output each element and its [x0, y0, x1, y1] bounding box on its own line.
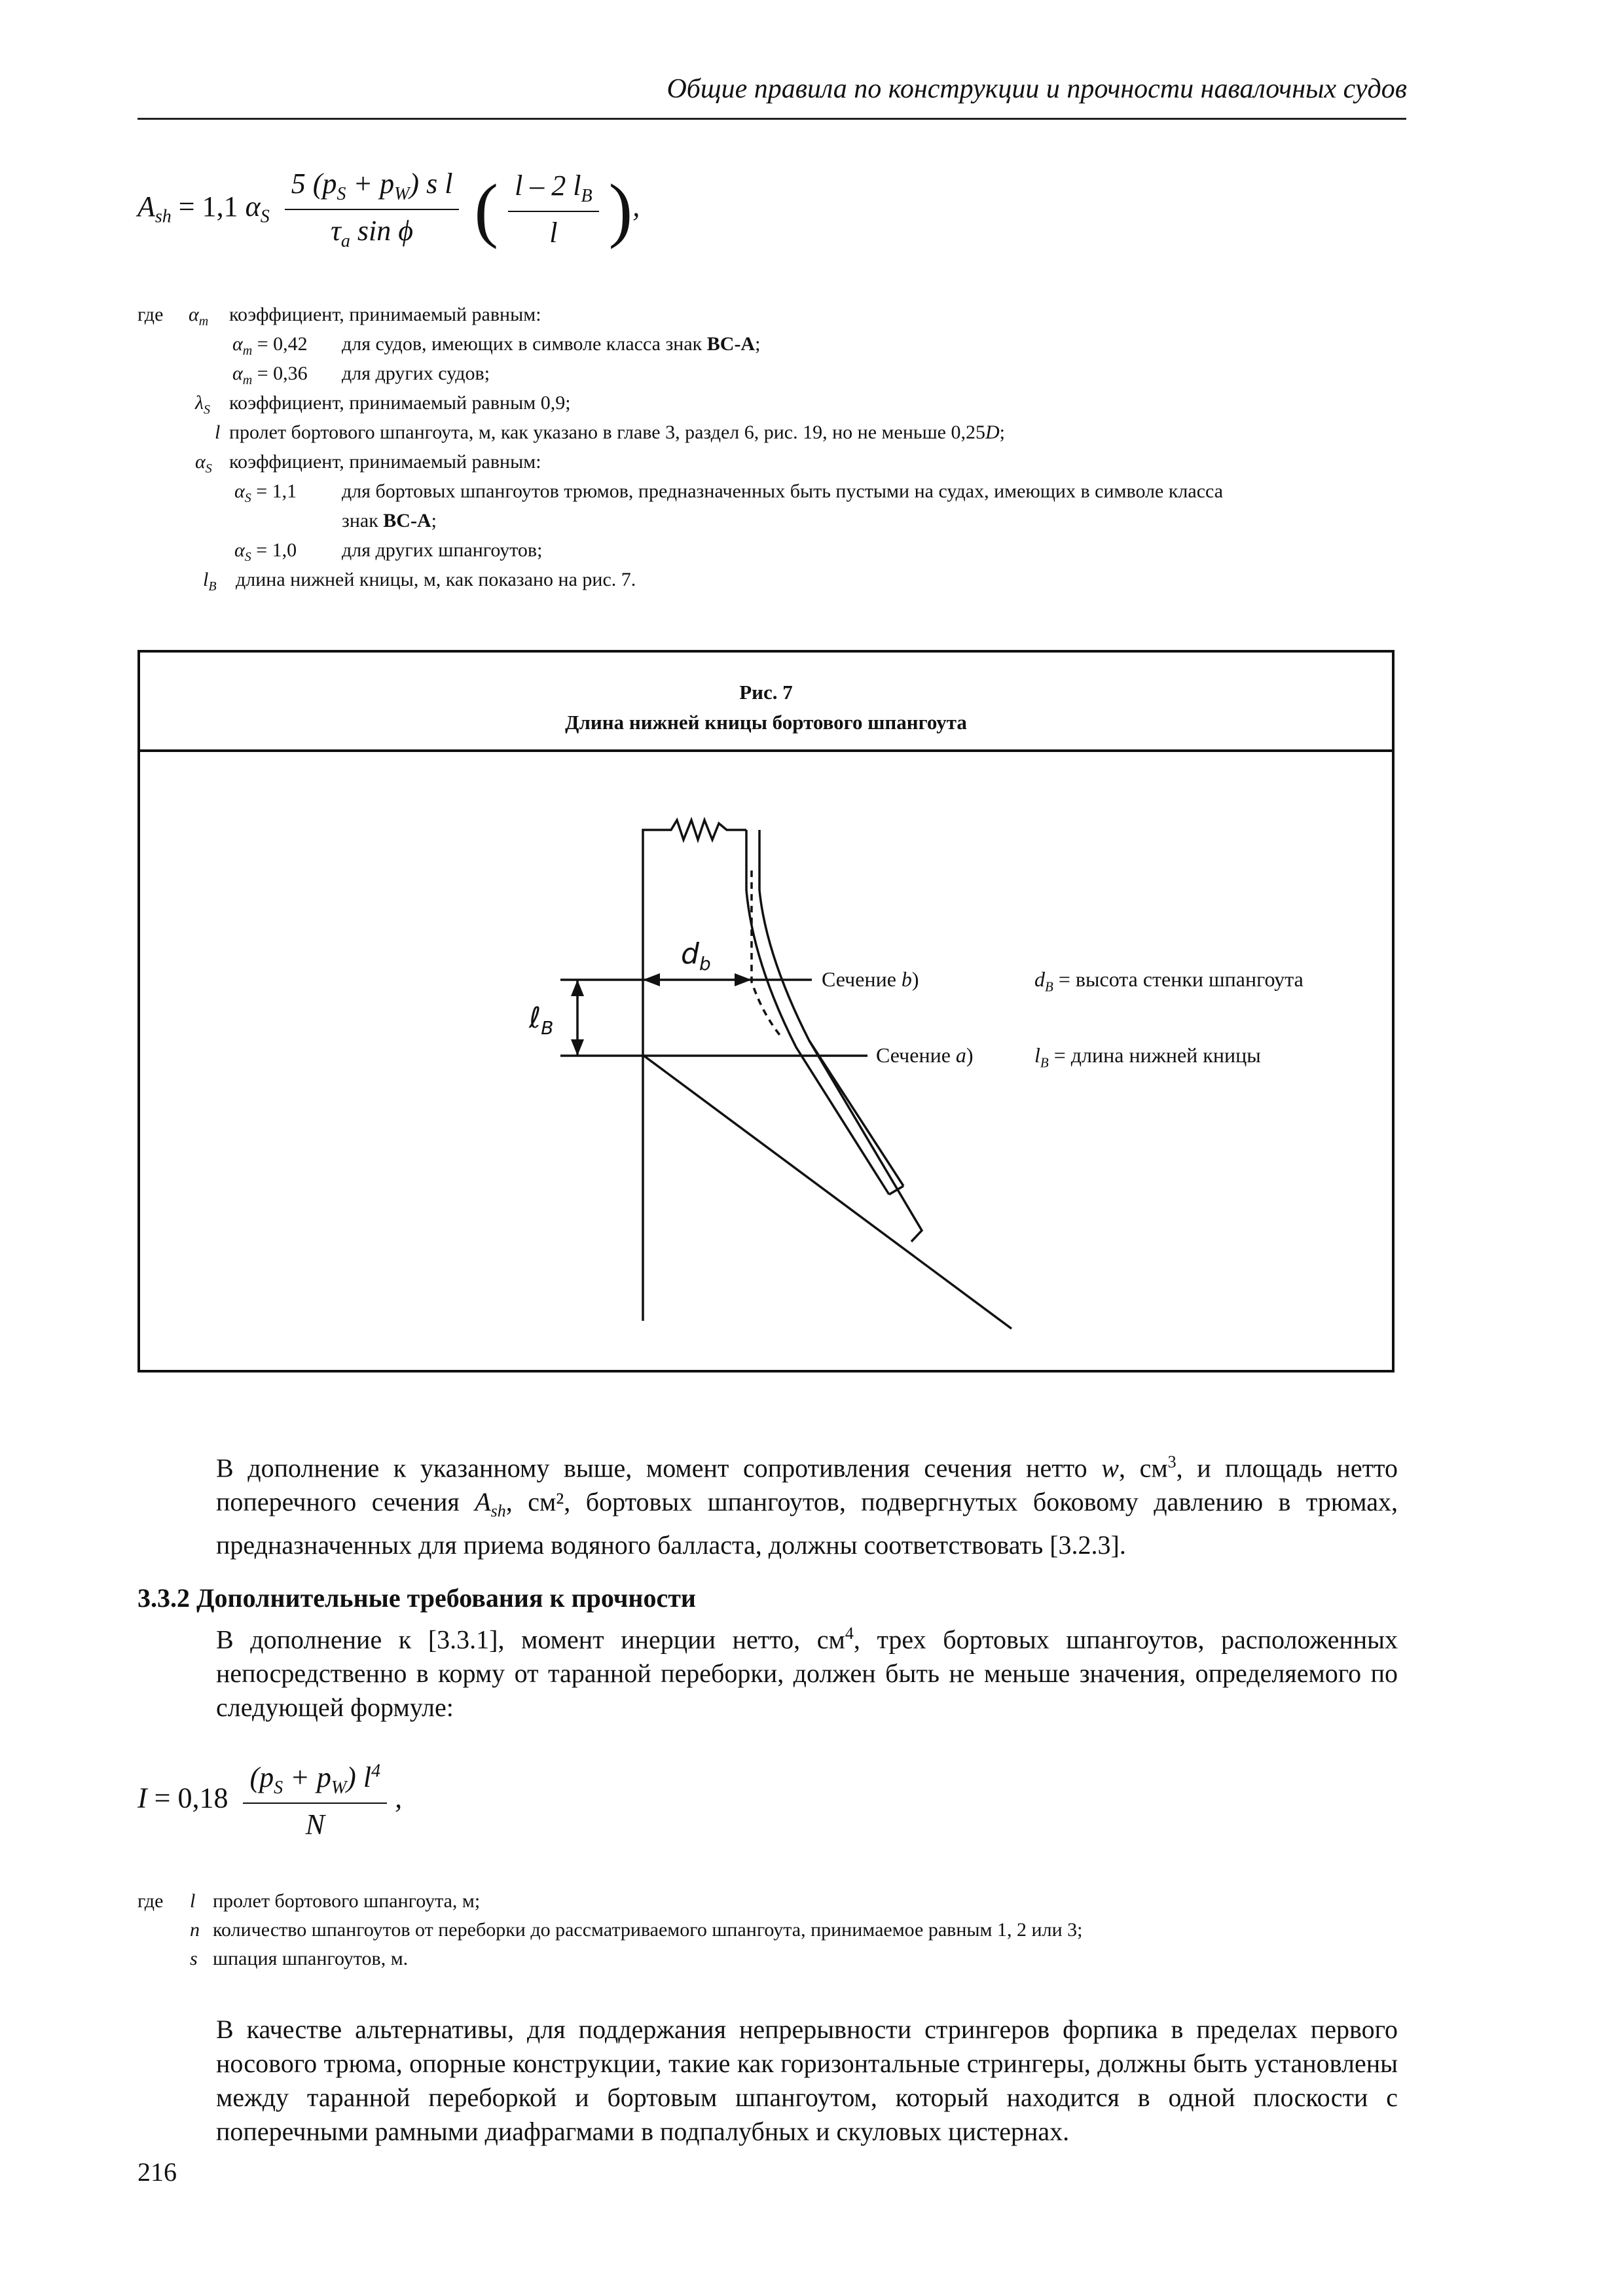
where-list-2: [137, 1886, 1401, 1973]
paragraph-inertia: В дополнение к [3.3.1], момент инерции нетто, $см^4$, трех бортовых шпангоутов, расположенных непосредственно в корму от таранной переборки, должен быть не меньше значения, определяемого по следующей формуле:: [216, 1624, 1398, 1723]
where-row: $\alpha_S = 1,1$ для бортовых шпангоутов трюмов, предназначенных быть пустыми на судах, имеющих в символе класса: [234, 480, 1224, 505]
where-row: n количество шпангоутов от переборки до рассматриваемого шпангоута, принимаемое равным 1, 2 или 3;: [190, 1919, 1083, 1941]
lb-dimension-label: ℓ$_B$: [529, 1001, 554, 1039]
where-row: где l пролет бортового шпангоута, м;: [137, 1890, 481, 1912]
section-heading: 3.3.2 Дополнительные требования к прочности: [137, 1583, 696, 1613]
where-row: где $\alpha_m$ коэффициент, принимаемый равным:: [137, 304, 541, 329]
where-row: $\alpha_S$ коэффициент, принимаемый равным:: [195, 451, 541, 476]
legend-db: $d_B$ = высота стенки шпангоута: [1034, 967, 1304, 995]
side-shell-line: [643, 820, 746, 1321]
figure-title: Длина нижней кницы бортового шпангоута: [565, 711, 967, 734]
where-row: $\alpha_m = 0,42$ для судов, имеющих в символе класса знак BC-A;: [232, 333, 761, 358]
frame-dashed-line: [752, 870, 782, 1037]
where-row: s шпация шпангоутов, м.: [190, 1948, 409, 1969]
db-arrow-right: [735, 973, 752, 986]
lb-arrow-bottom: [571, 1039, 584, 1056]
formula-inertia: I = 0,18 $\frac{(p_S + p_W) l^4}{N}$ ,: [137, 1761, 403, 1840]
where-row: $\alpha_m = 0,36$ для других судов;: [232, 363, 490, 387]
where-row: знак BC-A;: [342, 510, 437, 531]
lb-arrow-top: [571, 980, 584, 996]
where-row: $\lambda_S$ коэффициент, принимаемый равным 0,9;: [195, 392, 571, 417]
paragraph-net-section: В дополнение к указанному выше, момент сопротивления сечения нетто w, $см^3$, и площадь нетто поперечного сечения $A_{sh}$, см², бортовых шпангоутов, подвергнутых боковому давлению в трюмах, предназначенных для приема водяного балласта, должны соответствовать [3.2.3].: [216, 1452, 1398, 1560]
frame-inner-line: [759, 830, 903, 1186]
legend-lb: $l_B$ = длина нижней кницы: [1034, 1043, 1261, 1071]
db-dimension-label: $d_b$: [681, 937, 711, 975]
formula-ash-fraction: $\frac{5 (p_S + p_W) s l}{\tau_a \sin \phi}$: [285, 167, 460, 252]
section-a-label: Сечение a): [876, 1043, 974, 1067]
where-row: l пролет бортового шпангоута, м, как указано в главе 3, раздел 6, рис. 19, но не меньше 0,25D;: [215, 422, 1006, 443]
db-arrow-left: [643, 973, 660, 986]
where-row: $l_B$ длина нижней кницы, м, как показано на рис. 7.: [203, 569, 636, 594]
formula-ash-bracket-fraction: $\frac{l - 2 l_B}{l}$: [508, 169, 599, 249]
paragraph-alternative: В качестве альтернативы, для поддержания непрерывности стрингеров форпика в пределах первого носового трюма, опорные конструкции, такие как горизонтальные стрингеры, должны быть установлены между таранной переборкой и бортовым шпангоутом, который находится в одной плоскости с поперечными рамными диафрагмами в подпалубных и скуловых цистернах.: [216, 2015, 1398, 2146]
section-b-label: Сечение b): [822, 967, 919, 991]
running-header: Общие правила по конструкции и прочности навалочных судов: [666, 74, 1407, 104]
where-row: $\alpha_S = 1,0$ для других шпангоутов;: [234, 539, 543, 564]
formula-inertia-fraction: $\frac{(p_S + p_W) l^4}{N}$: [243, 1761, 387, 1841]
figure-number: Рис. 7: [739, 681, 793, 704]
formula-ash: $A_{sh} = 1,1$ $\alpha_S$ $\frac{5 (p_S + p_W) s l}{\tau_a \sin \phi}$ ( $\frac{l - 2 l_B}{l}$ ),: [137, 168, 640, 251]
page-number: 216: [137, 2157, 177, 2187]
